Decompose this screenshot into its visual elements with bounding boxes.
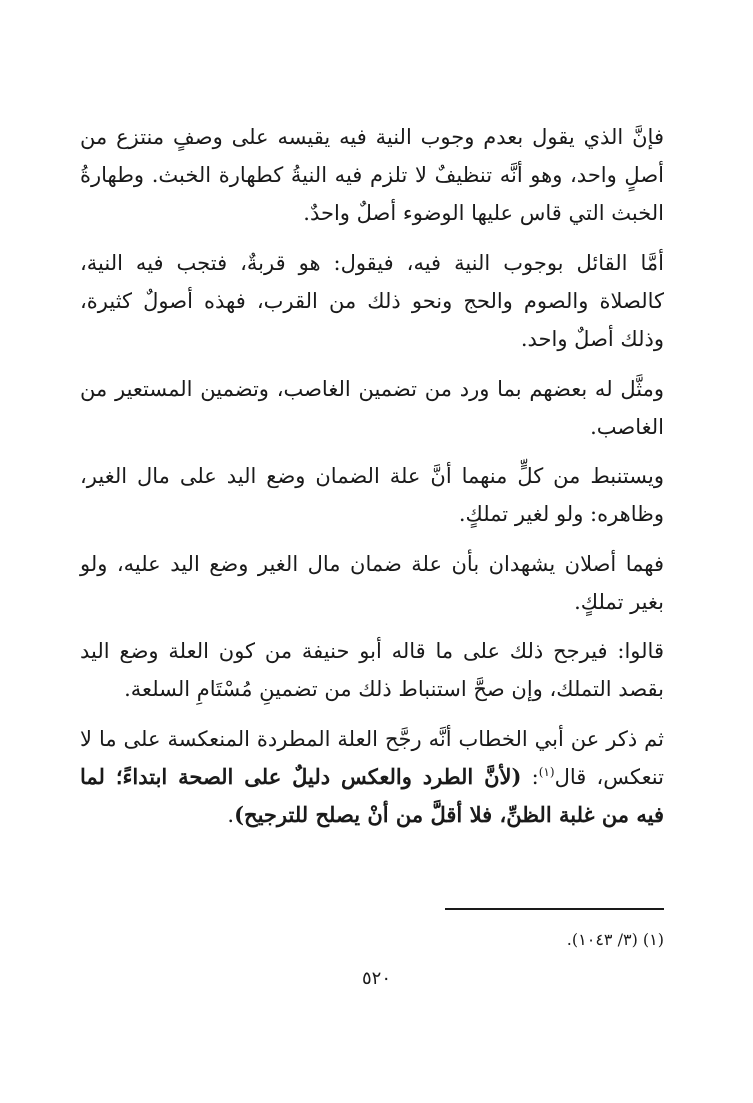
paragraph-1: فإنَّ الذي يقول بعدم وجوب النية فيه يقيسه على وصفٍ منتزع من أصلٍ واحد، وهو أنَّه تنظيفٌ لا تلزم فيه النيةُ كطهارة الخبث. وطهارةُ الخبث التي قاس عليها الوضوء أصلٌ واحدٌ. [80, 125, 664, 225]
paragraph-2: أمَّا القائل بوجوب النية فيه، فيقول: هو قربةٌ، فتجب فيه النية، كالصلاة والصوم والحج ونحو ذلك من القرب، فهذه أصولٌ كثيرة، وذلك أصلٌ واحد. [80, 251, 664, 351]
paragraph-7-intro: ثم ذكر عن أبي الخطاب أنَّه رجَّح العلة المطردة المنعكسة على ما لا تنعكس، قال [80, 727, 664, 789]
paragraph-7-end: . [227, 803, 235, 827]
quoted-text: (لأنَّ الطرد والعكس دليلٌ على الصحة ابتداءً؛ لما فيه من غلبة الظنِّ، فلا أقلَّ من أنْ يصلح للترجيح) [80, 764, 664, 827]
paragraph-7-colon: : [521, 765, 539, 789]
footnote-separator [445, 908, 664, 910]
paragraph-4: ويستنبط من كلٍّ منهما أنَّ علة الضمان وضع اليد على مال الغير، وظاهره: ولو لغير تملكٍ. [80, 464, 664, 526]
paragraph-5: فهما أصلان يشهدان بأن علة ضمان مال الغير وضع اليد عليه، ولو بغير تملكٍ. [80, 552, 664, 614]
paragraph-6: قالوا: فيرجح ذلك على ما قاله أبو حنيفة من كون العلة وضع اليد بقصد التملك، وإن صحَّ استنباط ذلك من تضمينِ مُسْتَامِ السلعة. [80, 639, 664, 701]
paragraph-7 [80, 720, 664, 834]
paragraph-3: ومثَّل له بعضهم بما ورد من تضمين الغاصب، وتضمين المستعير من الغاصب. [80, 377, 664, 439]
page-number: ٥٢٠ [361, 968, 391, 989]
footnote: (١) (٣/ ١٠٤٣). [566, 930, 664, 949]
footnote-reference: (١) [538, 765, 555, 779]
